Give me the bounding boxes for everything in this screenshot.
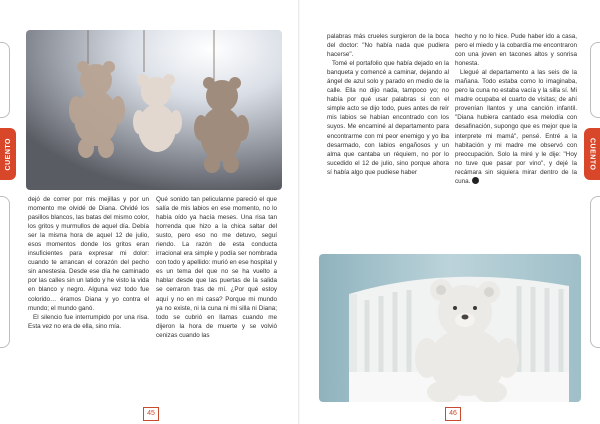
page-edge-line — [590, 42, 600, 118]
right-column-1 — [327, 32, 449, 248]
right-page — [300, 0, 600, 424]
left-column-1 — [28, 195, 149, 403]
teddy-mobile-photo — [26, 30, 282, 190]
section-tab-left — [0, 128, 16, 180]
section-tab-label: CUENTO — [588, 137, 596, 171]
paragraph — [455, 68, 577, 186]
paragraph-text: Llegué al departamento a las seis de la mañana. Todo estaba como lo imaginaba, pero la cuna no estaba vacía y la silla sí. Mi madre ocupaba el cuarto de visitas; de ahí provenían llantos y una canción infantil. "Diana hubiera cantado esa melodía con desafinación, supongo que es mejor que la interprete mi mamá", pensé. Entré a la habitación y mi madre me observó con preocupación. Solo la miré y le dije: "Hoy no tuve que pasar por vino", y dejé la recámara sin siquiera mirar dentro de la cuna. — [455, 69, 577, 185]
page-edge-line — [0, 196, 10, 348]
teddy-crib-photo — [319, 254, 581, 402]
paragraph: El silencio fue interrumpido por una risa. Esta vez no era de ella, sino mía. — [28, 313, 149, 330]
paragraph: palabras más crueles surgieron de la boca del doctor: "No había nada que pudiera hacerse". — [327, 33, 449, 59]
left-column-2 — [156, 195, 277, 403]
page-edge-line — [0, 42, 10, 118]
story-end-icon — [472, 177, 479, 184]
section-tab-right — [584, 128, 600, 180]
page-edge-line — [590, 196, 600, 348]
section-tab-label: CUENTO — [4, 137, 12, 171]
page-number-left: 45 — [143, 407, 159, 421]
paragraph: dejó de correr por mis mejillas y por un momento me olvidé de Diana. Olvidé los pasillos blancos, las batas del mismo color, los gritos y murmullos de aquel día. Debía ser la misma hora de aquel 12 de julio, esos momentos donde los gritos eran insuficientes para expresar mi dolor: cuando te arrancan el corazón del pecho sin anestesia. Desde ese día he caminado por las calles sin un latido y he visto la vida en blanco y negro. Alguna vez todo fue colorido… éramos Diana y yo contra el mundo; el mundo ganó. — [28, 196, 149, 312]
paragraph: Tomé el portafolio que había dejado en la banqueta y comencé a caminar, dejando al ángel de azul solo y parado en medio de la calle. Ella no dijo nada, tampoco yo; no había por qué usar palabras si con el simple acto se dijo todo, pues antes de reír mis labios se habían encontrado con los suyos. Me encaminé al departamento para encontrarme con mi peor enemigo y yo iba desarmado, con labios engañosos y un alma que cantaba un réquiem, no por lo sucedido el 12 de julio, sino porque ahora sí había algo que pudiese haber — [327, 60, 449, 176]
paragraph: hecho y no lo hice. Pude haber ido a casa, pero el miedo y la cobardía me encontraron con una joven en tacones altos y sonrisa honesta. — [455, 33, 577, 68]
page-number-right: 46 — [445, 407, 461, 421]
paragraph: Qué sonido tan peliculanne pareció el que salía de mis labios en ese momento, no lo había oído ya hacía meses. Una risa tan horrenda que hizo a la chica saltar del susto, pero eso no me detuvo, seguí riendo. La razón de esta conducta irracional era simple y podía ser nombrada con todo y apellido: murió en ese hospital y es un tema del que no se ha vuelto a hablar desde que las puertas de la salida se cerraron tras de mí. ¿Por qué estoy aquí y no en mi casa? Porque mi mundo ya no existe, ni la cuna ni mi silla ni Diana; todo se cubrió en llamas cuando me dijeron la hora de muerte y se volvió cenizas cuando las — [156, 196, 277, 339]
right-column-2 — [455, 32, 577, 248]
